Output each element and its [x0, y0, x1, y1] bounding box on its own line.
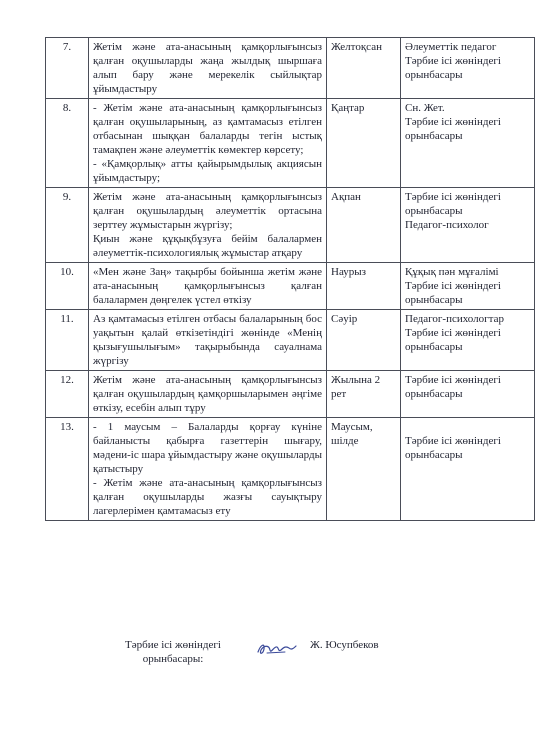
handwritten-signature	[255, 640, 299, 658]
table-row	[46, 418, 535, 521]
table-row	[46, 263, 535, 310]
event-responsible-line: Құқық пән мұғалімі	[405, 266, 499, 278]
signatory-name: Ж. Юсупбеков	[310, 639, 379, 651]
event-description-cell	[89, 99, 327, 188]
event-description-cell	[89, 310, 327, 371]
row-number: 10.	[46, 263, 89, 310]
event-description-line: - Жетім және ата-анасының қамқорлығынсыз қалған оқушыларының, аз қамтамасыз етілген отбасынан шыққан балаларды тегін ыстық тамақпен және әлеуметтік көмектер көрсету;	[93, 102, 322, 156]
event-responsible-line: Сн. Жет.	[405, 102, 445, 114]
event-responsible-cell	[401, 99, 535, 188]
row-number: 13.	[46, 418, 89, 521]
row-number: 7.	[46, 38, 89, 99]
event-term-line: Қаңтар	[331, 102, 365, 114]
event-description-line: Аз қамтамасыз етілген отбасы балаларының бос уақытын қалай өткізетіндігі жөнінде «Менің қызығушылығым» тақырыбында сауалнама жүргізу	[93, 313, 322, 367]
event-term-cell	[327, 99, 401, 188]
row-number: 11.	[46, 310, 89, 371]
event-responsible-cell	[401, 371, 535, 418]
event-description-line: Жетім және ата-анасының қамқорлығынсыз қалған оқушылардың әлеуметтік ортасына зерттеу жұмыстарын жүргізу;	[93, 191, 322, 231]
event-term-cell	[327, 371, 401, 418]
event-term-cell	[327, 188, 401, 263]
event-description-cell	[89, 188, 327, 263]
event-description-line: - Жетім және ата-анасының қамқорлығынсыз қалған оқушыларды жазғы сауықтыру лагерлерімен қамтамасыз ету	[93, 477, 322, 517]
row-number: 12.	[46, 371, 89, 418]
event-term-line: Желтоқсан	[331, 41, 382, 53]
event-responsible-line: Тәрбие ісі жөніндегі орынбасары	[405, 191, 501, 217]
event-description-line: Жетім және ата-анасының қамқорлығынсыз қалған оқушыларды жаңа жылдық шыршаға алып бару және мерекелік сыйлықтар ұйымдастыру	[93, 41, 322, 95]
table-row	[46, 99, 535, 188]
event-responsible-cell	[401, 263, 535, 310]
event-term-line: Наурыз	[331, 266, 367, 278]
event-responsible-cell	[401, 418, 535, 521]
event-responsible-line: Тәрбие ісі жөніндегі орынбасары	[405, 280, 501, 306]
event-responsible-line: Педагог-психологтар	[405, 313, 504, 325]
events-table-body	[46, 38, 535, 521]
event-responsible-line: Тәрбие ісі жөніндегі орынбасары	[405, 435, 501, 461]
table-row	[46, 371, 535, 418]
event-term-line: шілде	[331, 435, 359, 447]
signature-title-line1: Тәрбие ісі жөніндегі	[125, 639, 221, 651]
event-responsible-line: Тәрбие ісі жөніндегі орынбасары	[405, 327, 501, 353]
event-responsible-line: Тәрбие ісі жөніндегі орынбасары	[405, 374, 501, 400]
event-responsible-cell	[401, 38, 535, 99]
event-responsible-line: Әлеуметтік педагог	[405, 41, 497, 53]
event-term-line: Сәуір	[331, 313, 358, 325]
event-responsible-line: Педагог-психолог	[405, 219, 489, 231]
event-term-cell	[327, 418, 401, 521]
event-term-line: Жылына 2 рет	[331, 374, 381, 400]
row-number: 9.	[46, 188, 89, 263]
event-description-line: - 1 маусым – Балаларды қорғау күніне байланысты қабырға газеттерін шығару, мәдени-іс шара ұйымдастыру және оқушыларды қатыстыру	[93, 421, 322, 475]
event-term-cell	[327, 38, 401, 99]
event-responsible-cell	[401, 310, 535, 371]
event-description-line: - «Қамқорлық» атты қайырымдылық акциясын ұйымдастыру;	[93, 158, 322, 184]
event-responsible-line: Тәрбие ісі жөніндегі орынбасары	[405, 55, 501, 81]
event-description-cell	[89, 371, 327, 418]
event-term-cell	[327, 263, 401, 310]
row-number: 8.	[46, 99, 89, 188]
events-table	[45, 37, 535, 521]
event-description-cell	[89, 38, 327, 99]
signature-title-line2: орынбасары:	[142, 653, 204, 665]
event-responsible-line	[405, 420, 530, 434]
event-term-line: Ақпан	[331, 191, 361, 203]
event-description-cell	[89, 263, 327, 310]
event-responsible-line: Тәрбие ісі жөніндегі орынбасары	[405, 116, 501, 142]
event-term-line: Маусым,	[331, 421, 373, 433]
table-row	[46, 310, 535, 371]
event-term-cell	[327, 310, 401, 371]
event-description-line: «Мен және Заң» тақырбы бойынша жетім және ата-анасының қамқорлығынсыз қалған балалармен дөңгелек үстел өткізу	[93, 266, 322, 306]
table-row	[46, 188, 535, 263]
table-row	[46, 38, 535, 99]
event-description-cell	[89, 418, 327, 521]
signature-title	[108, 638, 238, 666]
event-description-line: Қиын және құқықбұзуға бейім балалармен әлеуметтік-психологиялық жұмыстар атқару	[93, 233, 322, 259]
event-responsible-cell	[401, 188, 535, 263]
event-description-line: Жетім және ата-анасының қамқорлығынсыз қалған оқушылардың қамқоршыларымен әңгіме өткізу, есебін алып тұру	[93, 374, 322, 414]
